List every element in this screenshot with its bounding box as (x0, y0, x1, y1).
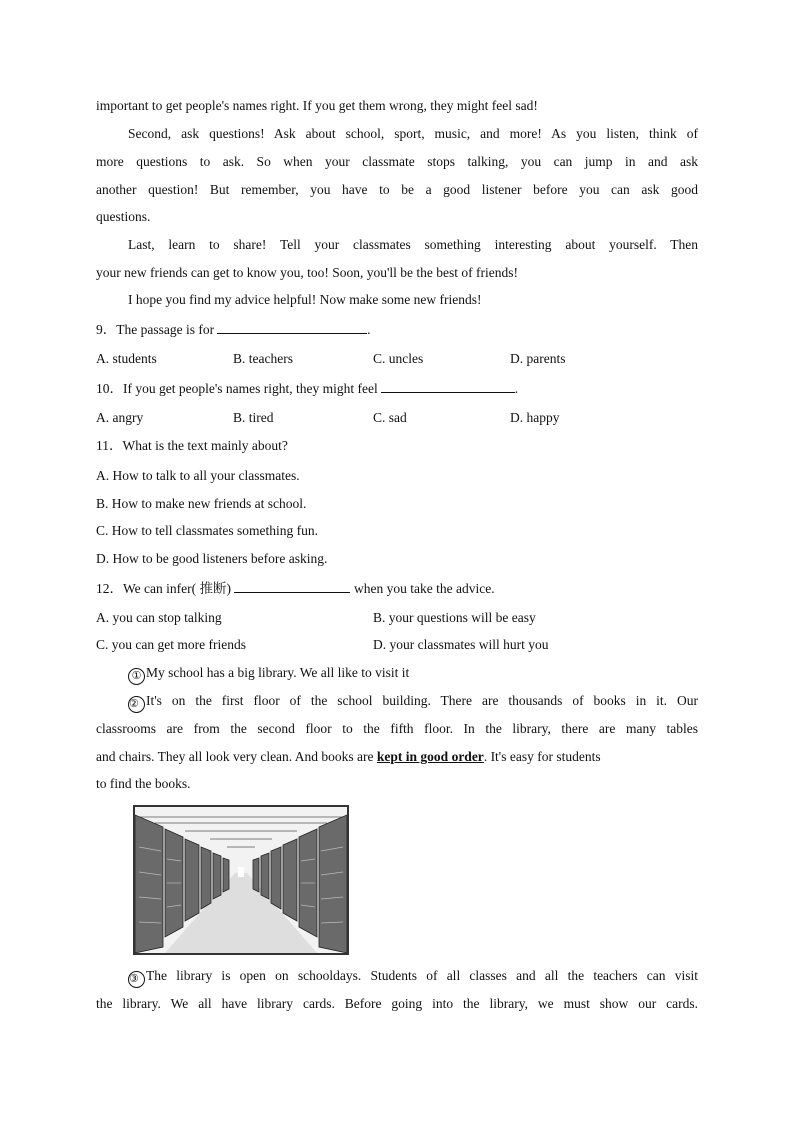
passage-line: I hope you find my advice helpful! Now make some new friends! (128, 292, 482, 307)
answer-blank[interactable] (217, 320, 367, 334)
question-stem-tail: when you take the advice. (354, 581, 495, 596)
passage-line (96, 748, 698, 766)
underlined-phrase: kept in good order (376, 749, 484, 764)
answer-blank[interactable] (234, 579, 350, 593)
option-d[interactable]: D. your classmates will hurt you (373, 637, 549, 652)
paragraph-text: The library is open on schooldays. Students of all classes and all the teachers can visit (146, 968, 698, 983)
paragraph-number: ① (128, 668, 145, 685)
question-stem: 9．The passage is for (96, 322, 215, 337)
option-b[interactable]: B. How to make new friends at school. (96, 496, 307, 511)
passage-line: the library. We all have library cards. Before going into the library, we must show our cards. (96, 996, 698, 1011)
passage-text: . It's easy for students (483, 749, 601, 764)
option-b[interactable]: B. your questions will be easy (373, 610, 536, 625)
option-a[interactable]: A. you can stop talking (96, 610, 222, 625)
punctuation: . (367, 322, 371, 337)
passage-line: questions. (96, 209, 151, 224)
option-c[interactable]: C. you can get more friends (96, 637, 246, 652)
option-c[interactable]: C. uncles (373, 351, 424, 366)
question-9 (96, 320, 698, 339)
question-11: 11．What is the text mainly about? (96, 438, 288, 453)
paragraph-number: ② (128, 696, 145, 713)
question-stem: 10．If you get people's names right, they might feel (96, 381, 378, 396)
paragraph-text: My school has a big library. We all like to visit it (146, 665, 410, 680)
option-d[interactable]: D. How to be good listeners before asking. (96, 551, 328, 566)
passage-line: another question! But remember, you have to be a good listener before you can ask good (96, 182, 698, 197)
answer-blank[interactable] (381, 379, 515, 393)
option-d[interactable]: D. parents (510, 351, 566, 366)
library-shelves-image (135, 807, 347, 953)
option-c[interactable]: C. sad (373, 410, 407, 425)
punctuation: . (514, 381, 519, 396)
question-10 (96, 379, 698, 398)
paragraph-number: ③ (128, 971, 145, 988)
question-stem: 12．We can infer( 推断) (96, 581, 231, 596)
library-illustration (133, 805, 349, 955)
paragraph-text: It's on the first floor of the school building. There are thousands of books in it. Our (146, 693, 698, 708)
option-d[interactable]: D. happy (510, 410, 560, 425)
option-a[interactable]: A. How to talk to all your classmates. (96, 468, 300, 483)
passage-line: more questions to ask. So when your classmate stops talking, you can jump in and ask (96, 154, 698, 169)
option-a[interactable]: A. students (96, 351, 157, 366)
option-c[interactable]: C. How to tell classmates something fun. (96, 523, 318, 538)
passage-line: classrooms are from the second floor to the fifth floor. In the library, there are many tables (96, 721, 698, 736)
paragraph-2 (128, 692, 698, 713)
paragraph-1 (128, 664, 698, 685)
option-a[interactable]: A. angry (96, 410, 144, 425)
option-b[interactable]: B. teachers (233, 351, 293, 366)
question-12 (96, 579, 698, 598)
paragraph-3 (128, 967, 698, 988)
passage-line: important to get people's names right. If you get them wrong, they might feel sad! (96, 98, 538, 113)
passage-line: Second, ask questions! Ask about school, sport, music, and more! As you listen, think of (128, 126, 698, 141)
passage-line: to find the books. (96, 776, 191, 791)
option-b[interactable]: B. tired (233, 410, 274, 425)
passage-text: and chairs. They all look very clean. And books are (96, 749, 374, 764)
passage-line: your new friends can get to know you, too! Soon, you'll be the best of friends! (96, 265, 518, 280)
passage-line: Last, learn to share! Tell your classmates something interesting about yourself. Then (128, 237, 698, 252)
